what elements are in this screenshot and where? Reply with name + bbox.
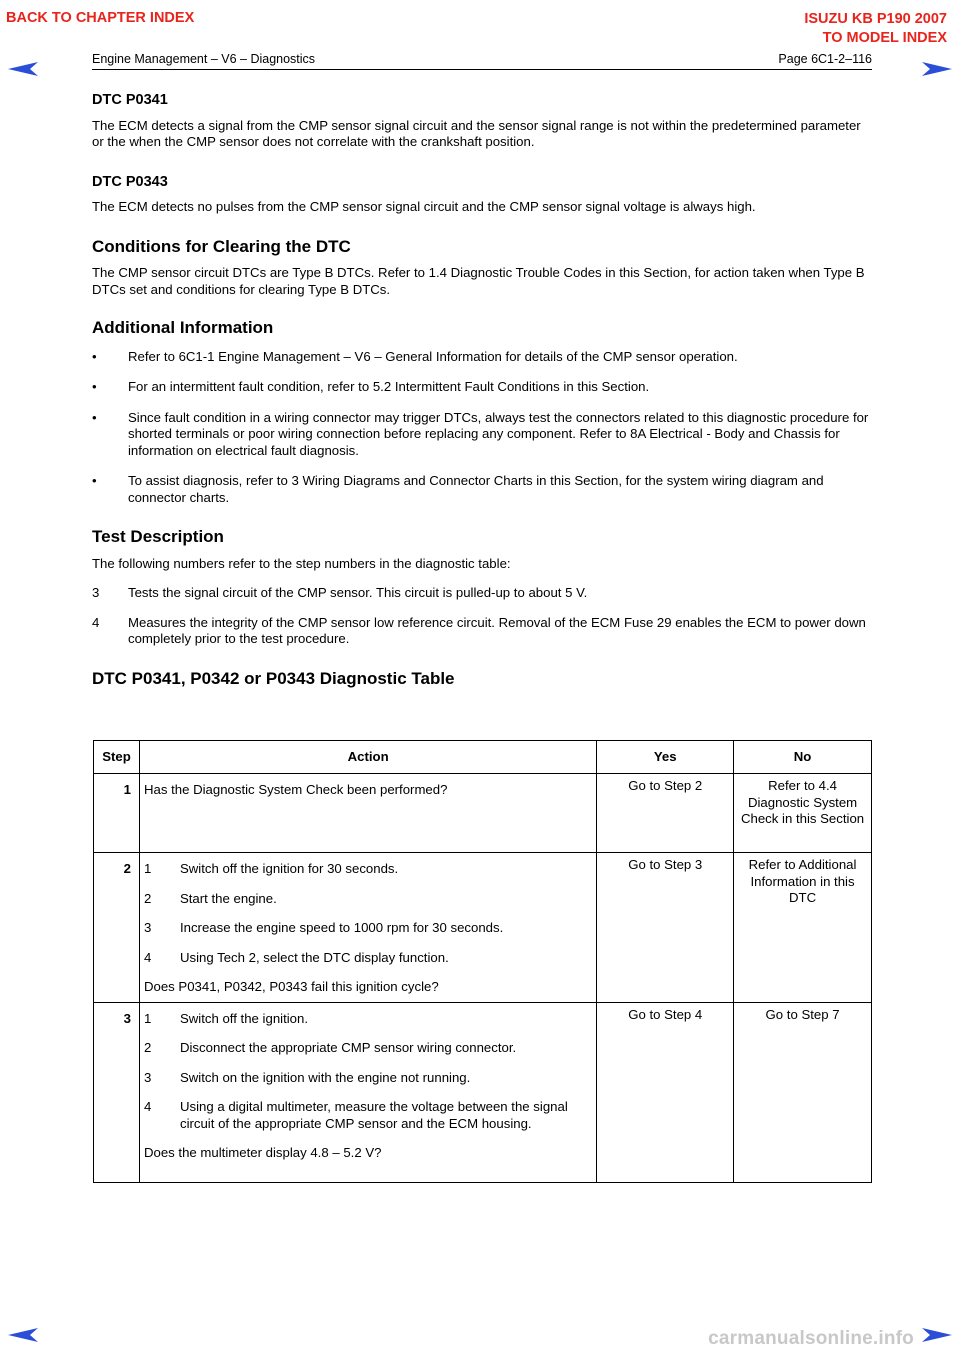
document-body — [92, 92, 872, 687]
list-item-text: Tests the signal circuit of the CMP sensor. This circuit is pulled-up to about 5 V. — [128, 585, 588, 600]
list-item-text: Measures the integrity of the CMP sensor low reference circuit. Removal of the ECM Fuse 29 enables the ECM to power down completely prior to the test procedure. — [128, 614, 866, 646]
list-item — [92, 379, 872, 396]
model-index-link[interactable] — [804, 10, 947, 48]
column-header-step: Step — [94, 741, 140, 774]
no-cell: Refer to 4.4 Diagnostic System Check in this Section — [734, 774, 872, 853]
table-header-row — [94, 741, 872, 774]
list-item — [92, 349, 872, 366]
substep — [144, 1070, 592, 1087]
substep-number: 3 — [143, 1069, 152, 1085]
table-row — [94, 774, 872, 853]
action-question: Has the Diagnostic System Check been performed? — [143, 782, 448, 797]
substep-number: 2 — [143, 1040, 152, 1055]
additional-information-heading: Additional Information — [92, 318, 274, 337]
substep-text: Using a digital multimeter, measure the voltage between the signal circuit of the appropriate CMP sensor and the ECM housing. — [179, 1099, 568, 1131]
bullet-icon: • — [92, 473, 97, 488]
step-number: 3 — [94, 1002, 140, 1182]
to-model-index-label: TO MODEL INDEX — [822, 30, 947, 46]
list-item — [92, 473, 872, 506]
substep-text: Switch off the ignition. — [179, 1010, 309, 1026]
substep-number: 4 — [143, 1099, 152, 1114]
yes-cell: Go to Step 3 — [597, 853, 734, 1003]
clearing-conditions-heading: Conditions for Clearing the DTC — [92, 236, 351, 256]
previous-page-arrow-icon[interactable] — [6, 60, 40, 78]
list-item — [92, 585, 872, 602]
table-row — [94, 1002, 872, 1182]
next-page-arrow-icon[interactable] — [920, 60, 954, 78]
list-item-text: For an intermittent fault condition, refer to 5.2 Intermittent Fault Conditions in this Section. — [128, 379, 650, 394]
dtc-p0341-heading: DTC P0341 — [92, 92, 168, 108]
watermark-text: carmanualsonline.info — [708, 1328, 914, 1349]
substep — [144, 950, 592, 967]
no-cell: Refer to Additional Information in this DTC — [734, 853, 872, 1003]
dtc-p0343-heading: DTC P0343 — [92, 173, 168, 190]
substep — [144, 1040, 592, 1057]
column-header-action: Action — [139, 741, 596, 774]
substep-number: 2 — [143, 890, 152, 906]
column-header-no: No — [734, 741, 872, 774]
clearing-conditions-text: The CMP sensor circuit DTCs are Type B DTCs. Refer to 1.4 Diagnostic Trouble Codes in this Section, for action taken when Type B DTCs set and conditions for clearing Type B DTCs. — [92, 265, 865, 297]
no-cell: Go to Step 7 — [734, 1002, 872, 1182]
yes-cell: Go to Step 2 — [597, 774, 734, 853]
substep-text: Increase the engine speed to 1000 rpm for 30 seconds. — [179, 920, 504, 935]
page-number: Page 6C1-2–116 — [778, 52, 872, 66]
test-description-intro: The following numbers refer to the step numbers in the diagnostic table: — [92, 555, 511, 571]
table-row — [94, 853, 872, 1003]
diagnostic-table — [93, 740, 872, 1183]
bullet-icon: • — [92, 409, 97, 425]
next-page-arrow-icon[interactable] — [920, 1326, 954, 1344]
yes-cell: Go to Step 4 — [597, 1002, 734, 1182]
action-question: Does P0341, P0342, P0343 fail this ignition cycle? — [143, 979, 439, 994]
substep — [144, 1011, 592, 1028]
action-question: Does the multimeter display 4.8 – 5.2 V? — [143, 1145, 382, 1160]
substep-text: Disconnect the appropriate CMP sensor wiring connector. — [179, 1040, 517, 1055]
step-number: 2 — [94, 853, 140, 1003]
substep — [144, 1099, 592, 1132]
page-header-title: Engine Management – V6 – Diagnostics — [92, 52, 316, 66]
substep-number: 1 — [143, 1010, 152, 1026]
substep — [144, 920, 592, 937]
column-header-yes: Yes — [597, 741, 734, 774]
back-to-chapter-index-link[interactable]: BACK TO CHAPTER INDEX — [6, 10, 195, 26]
bullet-icon: • — [92, 348, 97, 364]
list-item — [92, 410, 872, 460]
substep — [144, 861, 592, 878]
header-divider — [92, 69, 872, 70]
bullet-icon: • — [92, 379, 97, 394]
substep-text: Start the engine. — [179, 890, 277, 906]
dtc-p0341-description: The ECM detects a signal from the CMP sensor signal circuit and the sensor signal range is not within the predetermined parameter or the when the CMP sensor does not correlate with the crankshaft position. — [92, 117, 861, 149]
action-cell — [139, 1002, 596, 1182]
action-cell — [139, 853, 596, 1003]
previous-page-arrow-icon[interactable] — [6, 1326, 40, 1344]
substep-text: Switch off the ignition for 30 seconds. — [179, 861, 399, 876]
action-cell — [139, 774, 596, 853]
list-item-text: Refer to 6C1-1 Engine Management – V6 – General Information for details of the CMP sensor operation. — [128, 348, 738, 364]
substep-number: 4 — [143, 949, 152, 965]
list-item-number: 4 — [92, 614, 100, 630]
list-item — [92, 615, 872, 648]
substep-text: Switch on the ignition with the engine not running. — [179, 1069, 471, 1085]
list-item-text: Since fault condition in a wiring connector may trigger DTCs, always test the connectors related to this diagnostic procedure for shorted terminals or poor wiring connection before replacing any component. Refer to 8A Electrical - Body and Chassis for information on electrical fault diagnosis. — [128, 409, 869, 458]
model-title: ISUZU KB P190 2007 — [804, 11, 947, 27]
substep-number: 1 — [143, 861, 152, 876]
substep-number: 3 — [143, 920, 152, 935]
dtc-p0343-description: The ECM detects no pulses from the CMP sensor signal circuit and the CMP sensor signal voltage is always high. — [92, 199, 756, 214]
list-item-number: 3 — [92, 585, 100, 600]
test-description-heading: Test Description — [92, 527, 224, 546]
diagnostic-table-heading: DTC P0341, P0342 or P0343 Diagnostic Table — [92, 668, 455, 688]
step-number: 1 — [94, 774, 140, 853]
substep — [144, 891, 592, 908]
list-item-text: To assist diagnosis, refer to 3 Wiring Diagrams and Connector Charts in this Section, for the system wiring diagram and connector charts. — [128, 473, 824, 505]
substep-text: Using Tech 2, select the DTC display function. — [179, 949, 449, 965]
